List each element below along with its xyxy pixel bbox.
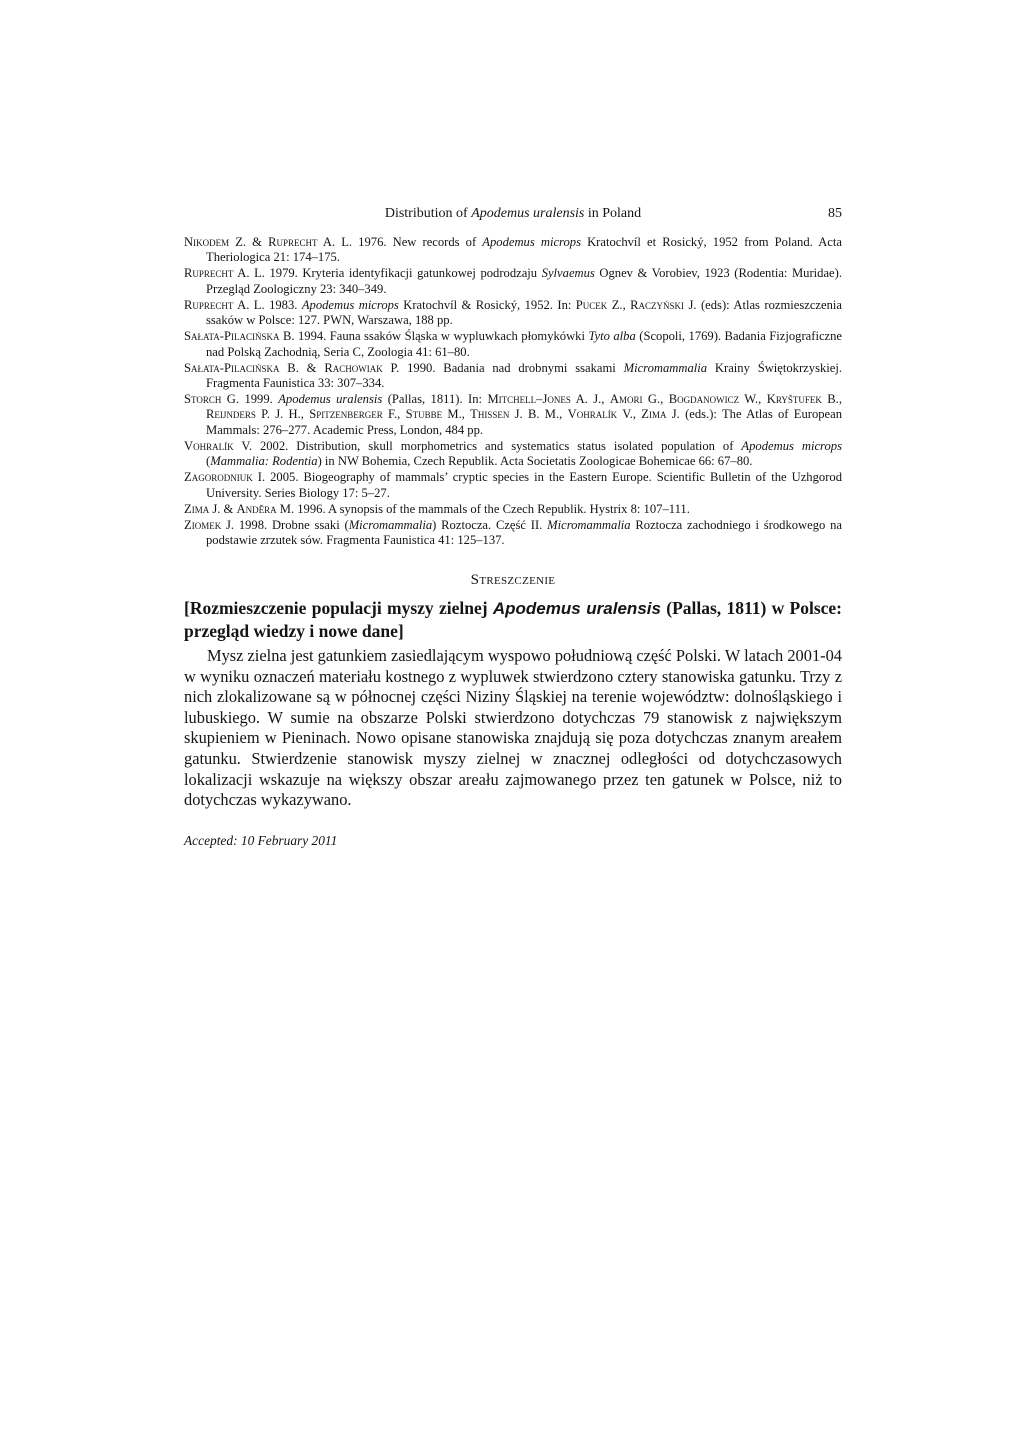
running-title: Distribution of Apodemus uralensis in Poland — [384, 206, 642, 221]
streszczenie-body: Mysz zielna jest gatunkiem zasiedlającym wyspowo południową część Polski. W latach 2001-04 w wyniku oznaczeń materiału kostnego z wypluwek stwierdzono cztery stanowiska gatunku. Trzy z nich zlokalizowane są w północnej części Niziny Śląskiej na terenie województw: dolnośląskiego i lubuskiego. W sumie na obszarze Polski stwierdzono dotychczas 79 stanowisk z największym skupieniem w Pieninach. Nowo opisane stanowiska znajdują się poza dotychczas znanym areałem gatunku. Stwierdzenie stanowisk myszy zielnej w znacznej odległości od dotychczasowych lokalizacji wskazuje na większy obszar areału zajmowanego przez ten gatunek w Polsce, niż to dotychczas wykazywano. — [184, 646, 842, 810]
reference-text: W., — [739, 392, 767, 407]
reference-entry — [184, 518, 842, 549]
reference-entry — [184, 392, 842, 438]
author-name: Ruprecht — [184, 297, 234, 312]
reference-text: A. L. 1976. New records of — [317, 235, 483, 249]
author-name: Bogdanowicz — [668, 392, 740, 407]
reference-entry — [184, 502, 842, 517]
italic-term: Mammalia: Rodentia — [210, 454, 318, 469]
reference-text: (Scopoli, 1769). Badania Fizjograficzne nad Polską Zachodnią, Seria C, Zoologia 41: 61–80. — [206, 329, 843, 359]
italic-term: Apodemus microps — [482, 235, 581, 249]
reference-text: J. & — [209, 501, 237, 516]
reference-text: B., — [821, 392, 842, 407]
italic-term: Tyto alba — [588, 329, 636, 344]
italic-term: Apodemus microps — [741, 438, 842, 453]
reference-entry — [184, 266, 842, 297]
reference-entry — [184, 329, 842, 360]
author-name: Vohralík — [567, 407, 618, 422]
author-name: Anděra — [236, 501, 277, 516]
reference-text: Z. & — [229, 235, 269, 249]
reference-text: J. B. M., — [509, 407, 568, 422]
reference-text: Ognev & Vorobiev, 1923 (Rodentia: Muridae). Przegląd Zoologiczny 23: 340–349. — [206, 266, 842, 296]
author-name: Stubbe — [405, 407, 443, 422]
author-name: Pucek — [575, 297, 608, 312]
reference-entry — [184, 470, 842, 501]
reference-text: Z., — [607, 297, 631, 312]
author-name: Zima — [641, 407, 667, 422]
author-name: Sałata-Pilacińska — [184, 360, 280, 375]
reference-entry — [184, 361, 842, 392]
reference-text: G. 1999. — [221, 392, 279, 407]
reference-text: V. 2002. Distribution, skull morphometrics and systematics status isolated population of — [233, 438, 742, 453]
species-name: Apodemus uralensis — [492, 599, 661, 618]
reference-text: I. 2005. Biogeography of mammals’ cryptic species in the Eastern Europe. Scientific Bulletin of the Uzhgorod University. Series Biology 17: 5–27. — [206, 470, 842, 500]
reference-text: (Pallas, 1811). In: — [382, 392, 488, 407]
streszczenie-heading: Streszczenie — [470, 572, 556, 588]
reference-text: M., — [442, 407, 471, 422]
author-name: Reijnders — [206, 407, 256, 422]
author-name: Rachowiak — [324, 360, 383, 375]
italic-term: Sylvaemus — [541, 266, 595, 281]
reference-text: ) in NW Bohemia, Czech Republik. Acta Societatis Zoologicae Bohemicae 66: 67–80. — [317, 454, 753, 469]
italic-term: Apodemus microps — [301, 297, 399, 312]
reference-text: J. (eds): Atlas rozmieszczenia ssaków w Polsce: 127. PWN, Warszawa, 188 pp. — [206, 297, 842, 328]
reference-text: G., — [642, 392, 669, 407]
reference-text: A. J., — [570, 392, 610, 407]
accepted-date: Accepted: 10 February 2011 — [184, 833, 338, 848]
reference-text: M. 1996. A synopsis of the mammals of the Czech Republik. Hystrix 8: 107–111. — [276, 501, 690, 516]
reference-text: Roztocza zachodniego i środkowego na podstawie zrzutek sów. Fragmenta Faunistica 41: 125–137. — [206, 517, 842, 548]
italic-term: Micromammalia — [547, 517, 631, 532]
author-name: Amori — [609, 392, 643, 407]
author-name: Raczyński — [630, 297, 685, 312]
running-header — [184, 206, 842, 226]
reference-text: ) Roztocza. Część II. — [432, 517, 548, 532]
author-name: Vohralík — [184, 438, 234, 453]
reference-text: F., — [382, 407, 406, 422]
reference-text: ( — [206, 454, 211, 469]
reference-text: A. L. 1983. — [233, 297, 302, 312]
species-name: Apodemus uralensis — [471, 206, 585, 221]
author-name: Kryštufek — [766, 392, 822, 407]
reference-text: B. 1994. Fauna ssaków Śląska w wypluwkach płomykówki — [279, 329, 589, 344]
reference-text: A. L. 1979. Kryteria identyfikacji gatunkowej podrodzaju — [233, 266, 542, 281]
reference-entry — [184, 298, 842, 329]
reference-text: P. 1990. Badania nad drobnymi ssakami — [382, 360, 624, 375]
author-name: Ruprecht — [184, 266, 234, 281]
italic-term: Apodemus uralensis — [278, 392, 383, 407]
reference-text: B. & — [279, 360, 325, 375]
reference-text: Krainy Świętokrzyskiej. Fragmenta Faunistica 33: 307–334. — [206, 360, 842, 391]
reference-entry — [184, 439, 842, 470]
reference-text: J. (eds.): The Atlas of European Mammals: 276–277. Academic Press, London, 484 pp. — [206, 407, 843, 437]
reference-text: J. 1998. Drobne ssaki ( — [221, 517, 349, 532]
streszczenie-title: [Rozmieszczenie populacji myszy zielnej Apodemus uralensis (Pallas, 1811) w Polsce: przegląd wiedzy i nowe dane] — [184, 598, 842, 641]
italic-term: Micromammalia — [623, 360, 708, 375]
author-name: Zima — [184, 501, 210, 516]
author-name: Mitchell–Jones — [487, 392, 571, 407]
page-number: 85 — [828, 206, 842, 221]
author-name: Thissen — [470, 407, 510, 422]
reference-entry — [184, 235, 842, 266]
author-name: Ruprecht — [268, 235, 318, 249]
author-name: Zagorodniuk — [184, 470, 253, 485]
author-name: Sałata-Pilacińska — [184, 329, 280, 344]
reference-text: P. J. H., — [255, 407, 310, 422]
author-name: Storch — [184, 392, 222, 407]
reference-list — [184, 235, 842, 549]
author-name: Spitzenberger — [309, 407, 383, 422]
author-name: Nikodem — [184, 235, 230, 249]
reference-text: Kratochvíl & Rosický, 1952. In: — [398, 297, 576, 312]
reference-text: Kratochvíl et Rosický, 1952 from Poland. Acta Theriologica 21: 174–175. — [206, 235, 842, 265]
author-name: Ziomek — [184, 517, 222, 532]
italic-term: Micromammalia — [348, 517, 433, 532]
reference-text: V., — [617, 407, 642, 422]
